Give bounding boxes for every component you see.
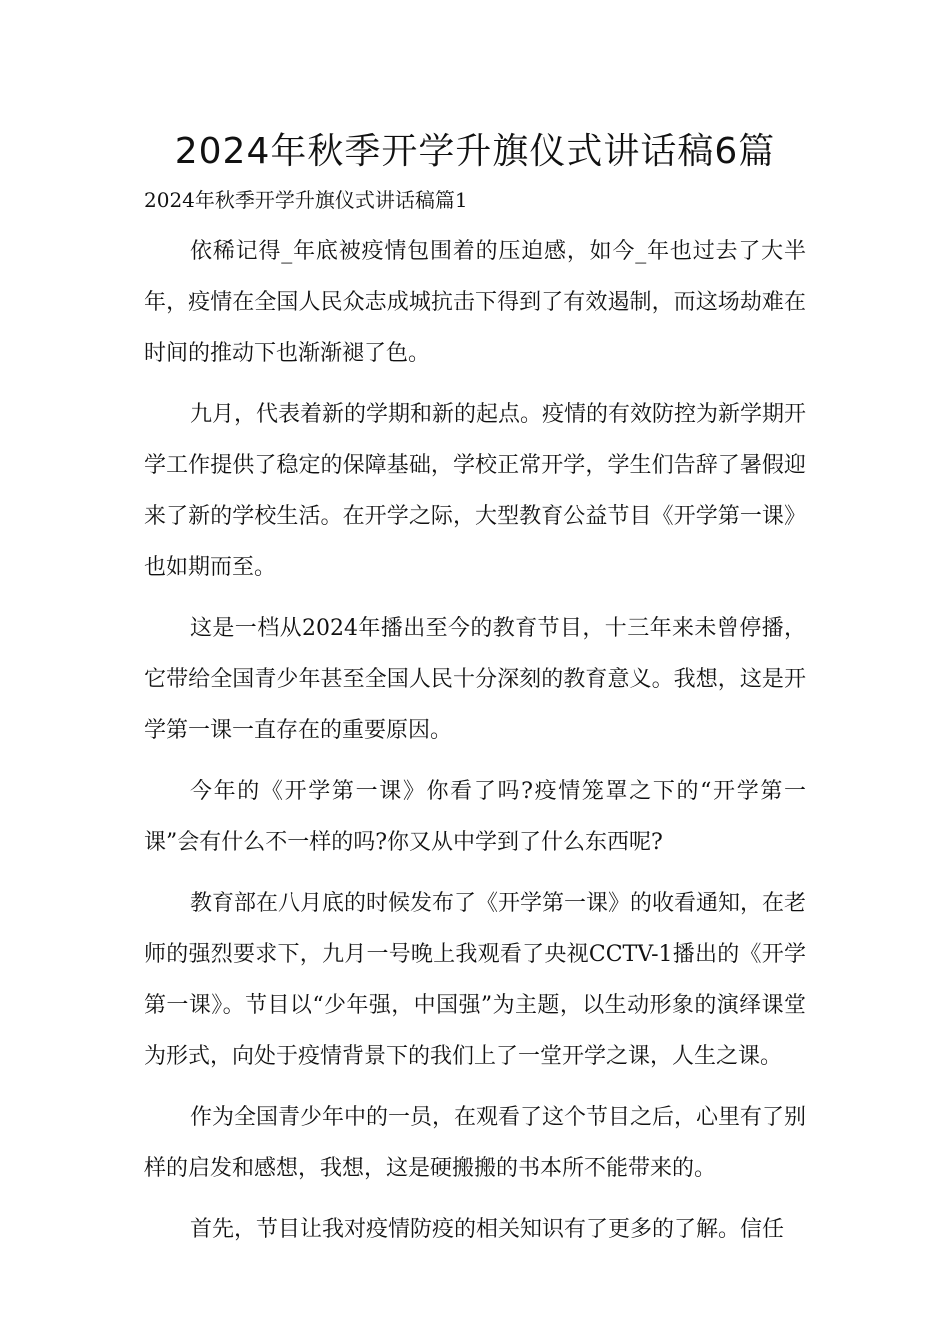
section-heading: 2024年秋季开学升旗仪式讲话稿篇1 (144, 188, 468, 212)
paragraph: 九月，代表着新的学期和新的起点。疫情的有效防控为新学期开学工作提供了稳定的保障基础，学校正常开学，学生们告辞了暑假迎来了新的学校生活。在开学之际，大型教育公益节目《开学第一课》也如期而至。 (144, 402, 807, 580)
document-title: 2024年秋季开学升旗仪式讲话稿6篇 (174, 131, 776, 172)
document-body (144, 226, 806, 1261)
paragraph: 今年的《开学第一课》你看了吗?疫情笼罩之下的“开学第一课”会有什么不一样的吗?你又从中学到了什么东西呢? (144, 779, 806, 855)
paragraph: 这是一档从2024年播出至今的教育节目，十三年来未曾停播，它带给全国青少年甚至全国人民十分深刻的教育意义。我想，这是开学第一课一直存在的重要原因。 (144, 616, 806, 743)
paragraph: 首先，节目让我对疫情防疫的相关知识有了更多的了解。信任 (190, 1217, 785, 1242)
paragraph: 依稀记得_年底被疫情包围着的压迫感，如今_年也过去了大半年，疫情在全国人民众志成城抗击下得到了有效遏制，而这场劫难在时间的推动下也渐渐褪了色。 (144, 239, 806, 366)
paragraph: 作为全国青少年中的一员，在观看了这个节目之后，心里有了别样的启发和感想，我想，这是硬搬搬的书本所不能带来的。 (144, 1105, 807, 1181)
paragraph: 教育部在八月底的时候发布了《开学第一课》的收看通知，在老师的强烈要求下，九月一号晚上我观看了央视CCTV-1播出的《开学第一课》。节目以“少年强，中国强”为主题，以生动形象的演绎课堂为形式，向处于疫情背景下的我们上了一堂开学之课，人生之课。 (144, 891, 807, 1069)
